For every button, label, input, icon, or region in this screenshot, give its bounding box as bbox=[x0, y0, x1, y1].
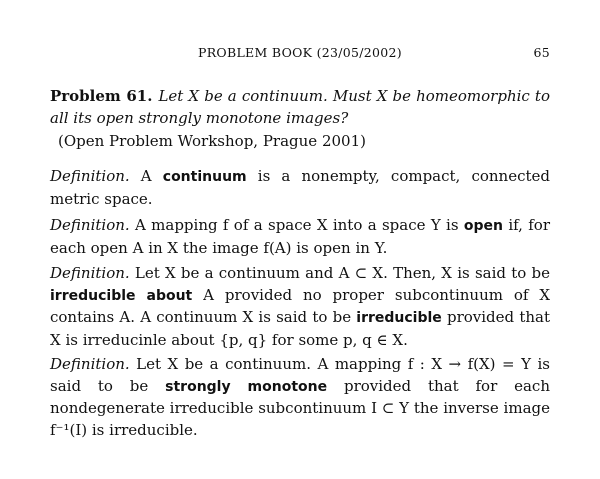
problem-source: (Open Problem Workshop, Prague 2001) bbox=[58, 132, 366, 150]
definition-term: irreducible bbox=[356, 310, 442, 326]
definition-continuum bbox=[50, 166, 550, 210]
page-number: 65 bbox=[533, 45, 550, 60]
definition-label: Definition. bbox=[50, 355, 130, 373]
definition-text: Let X be a continuum and A ⊂ X. Then, X is said to be bbox=[134, 264, 550, 282]
running-head-title: PROBLEM BOOK (23/05/2002) bbox=[198, 45, 402, 60]
definition-term: open bbox=[463, 218, 503, 234]
definition-text: A mapping f of a space X into a space Y is bbox=[135, 216, 464, 234]
definition-label: Definition. bbox=[50, 264, 130, 282]
definition-label: Definition. bbox=[50, 216, 130, 234]
definition-strongly-monotone bbox=[50, 354, 550, 441]
problem-number: Problem 61. bbox=[50, 87, 153, 105]
definition-term: irreducible about bbox=[50, 287, 193, 304]
definition-text: provided that for each nondegenerate irreducible subcontinuum I ⊂ Y the inverse image f⁻¹(I) is irreducible. bbox=[50, 376, 550, 439]
definition-text: is a nonempty, compact, connected metric space. bbox=[50, 167, 550, 208]
definition-term: continuum bbox=[162, 169, 247, 185]
definition-open-mapping bbox=[50, 215, 550, 259]
definition-term: strongly monotone bbox=[165, 378, 328, 395]
definition-text: if, for each open A in X the image f(A) is open in Y. bbox=[50, 216, 550, 257]
definition-irreducible bbox=[50, 263, 550, 351]
problem-statement bbox=[50, 86, 550, 129]
problem-text: Let X be a continuum. Must X be homeomorphic to all its open strongly monotone images? bbox=[50, 87, 550, 127]
definition-text: provided that X is irreducinle about {p, q} for some p, q ∈ X. bbox=[50, 308, 550, 349]
definition-text: Let X be a continuum. A mapping f : X → f(X) = Y is said to be bbox=[50, 355, 550, 395]
definition-label: Definition. bbox=[50, 167, 130, 185]
definition-text: A provided no proper subcontinuum of X contains A. A continuum X is said to be bbox=[50, 285, 551, 326]
running-head bbox=[50, 45, 550, 63]
definition-text: A bbox=[140, 167, 163, 185]
